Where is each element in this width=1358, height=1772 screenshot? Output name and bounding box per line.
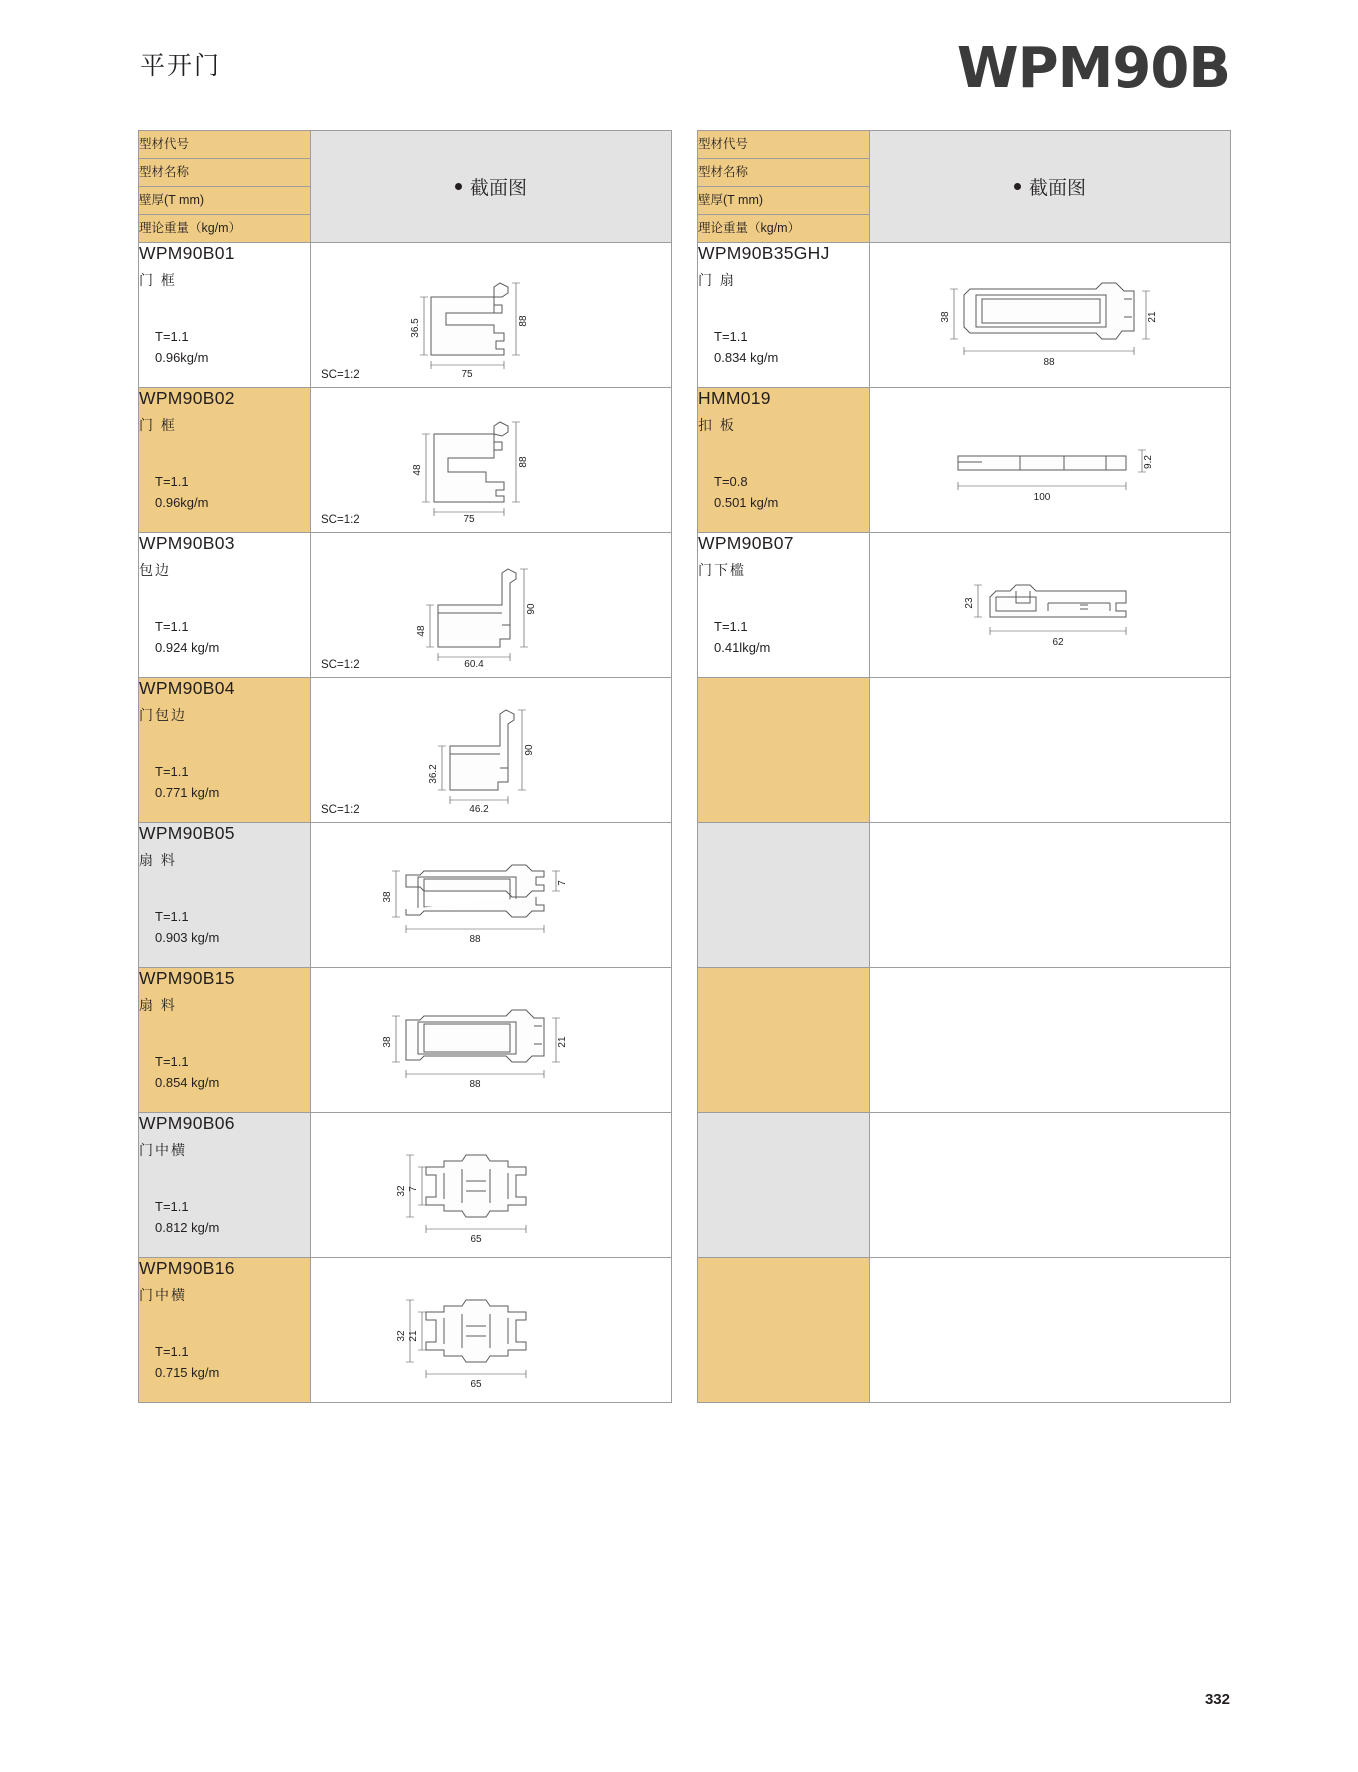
profile-code: WPM90B03 bbox=[139, 533, 235, 553]
cross-section-figure bbox=[311, 388, 671, 532]
profile-name: 门中横 bbox=[139, 1286, 187, 1303]
cross-section-figure bbox=[311, 243, 671, 387]
bullet-icon bbox=[455, 183, 462, 190]
profile-weight: 0.854 kg/m bbox=[155, 1075, 220, 1090]
profile-code: WPM90B02 bbox=[139, 388, 235, 408]
dim-right: 90 bbox=[524, 743, 535, 756]
dim-right: 90 bbox=[526, 602, 537, 615]
profile-thickness: T=1.1 bbox=[155, 474, 189, 489]
cross-section-figure bbox=[311, 823, 671, 967]
profile-figure-cell bbox=[870, 533, 1231, 678]
series-code: WPM90B bbox=[956, 36, 1230, 101]
dim-bottom: 100 bbox=[1033, 492, 1051, 503]
figure-scale: SC=1:2 bbox=[321, 514, 360, 526]
dim-bottom: 75 bbox=[463, 513, 475, 523]
profile-thickness: T=1.1 bbox=[155, 764, 189, 779]
figure-label-text: 截面图 bbox=[469, 178, 527, 199]
header-label-thickness: 壁厚(T mm) bbox=[139, 187, 311, 215]
table-row bbox=[139, 243, 672, 388]
profile-info-cell bbox=[139, 823, 311, 968]
figure-label-text: 截面图 bbox=[1028, 178, 1086, 199]
dim-left: 32 bbox=[396, 1185, 407, 1197]
profile-info-cell-empty bbox=[698, 1258, 870, 1403]
profile-code: WPM90B16 bbox=[139, 1258, 235, 1278]
profile-figure-cell-empty bbox=[870, 823, 1231, 968]
dim-left: 38 bbox=[382, 891, 393, 903]
profile-figure-cell-empty bbox=[870, 678, 1231, 823]
profile-name: 扇 料 bbox=[139, 851, 177, 868]
page-number: 332 bbox=[1204, 1691, 1230, 1708]
dim-bottom: 75 bbox=[461, 368, 473, 378]
header-label-name: 型材名称 bbox=[139, 159, 311, 187]
profile-code: WPM90B07 bbox=[698, 533, 794, 553]
profile-thickness: T=1.1 bbox=[155, 1054, 189, 1069]
table-row bbox=[139, 968, 672, 1113]
profile-name: 门包边 bbox=[139, 706, 187, 723]
profile-name: 扣 板 bbox=[698, 416, 736, 433]
profile-info-cell bbox=[139, 968, 311, 1113]
dim-bottom: 65 bbox=[470, 1234, 482, 1245]
profile-info-cell bbox=[139, 1258, 311, 1403]
profile-figure-cell bbox=[311, 1113, 672, 1258]
header-figure-label bbox=[870, 131, 1231, 243]
dim-bottom: 88 bbox=[469, 1079, 481, 1090]
page-header bbox=[0, 0, 1358, 120]
table-row bbox=[698, 243, 1231, 388]
cross-section-figure bbox=[870, 533, 1230, 677]
profile-info-cell bbox=[698, 388, 870, 533]
header-label-thickness: 壁厚(T mm) bbox=[698, 187, 870, 215]
profile-thickness: T=1.1 bbox=[155, 909, 189, 924]
table-header-row bbox=[139, 131, 672, 159]
profile-code: WPM90B04 bbox=[139, 678, 235, 698]
dim-bottom: 62 bbox=[1052, 637, 1064, 648]
table-row bbox=[698, 388, 1231, 533]
table-row bbox=[139, 533, 672, 678]
profile-figure-cell bbox=[311, 678, 672, 823]
figure-scale: SC=1:2 bbox=[321, 659, 360, 671]
table-row bbox=[698, 533, 1231, 678]
profile-tables bbox=[138, 130, 1230, 1403]
page-title: 平开门 bbox=[140, 52, 222, 80]
dim-right: 7 bbox=[557, 880, 568, 886]
profile-figure-cell bbox=[311, 968, 672, 1113]
profile-info-cell bbox=[139, 1113, 311, 1258]
bullet-icon bbox=[1014, 183, 1021, 190]
profile-code: HMM019 bbox=[698, 388, 771, 408]
dim-left: 38 bbox=[940, 311, 951, 323]
profile-weight: 0.715 kg/m bbox=[155, 1365, 220, 1380]
profile-name: 门下槛 bbox=[698, 561, 746, 578]
figure-scale: SC=1:2 bbox=[321, 369, 360, 381]
table-row bbox=[139, 678, 672, 823]
profile-info-cell-empty bbox=[698, 968, 870, 1113]
dim-inner: 21 bbox=[408, 1330, 419, 1342]
profile-code: WPM90B05 bbox=[139, 823, 235, 843]
profile-thickness: T=1.1 bbox=[155, 1344, 189, 1359]
table-row bbox=[139, 1113, 672, 1258]
header-figure-label bbox=[311, 131, 672, 243]
profile-info-cell bbox=[139, 243, 311, 388]
right-table-column bbox=[697, 130, 1230, 1403]
profile-weight: 0.501 kg/m bbox=[714, 495, 779, 510]
profile-table-left bbox=[138, 130, 672, 1403]
profile-figure-cell-empty bbox=[870, 1113, 1231, 1258]
profile-figure-cell bbox=[311, 533, 672, 678]
dim-right: 88 bbox=[518, 314, 529, 327]
table-row bbox=[698, 823, 1231, 968]
profile-figure-cell bbox=[870, 243, 1231, 388]
dim-bottom: 60.4 bbox=[464, 658, 484, 668]
table-row bbox=[139, 388, 672, 533]
dim-left: 32 bbox=[396, 1330, 407, 1342]
dim-bottom: 65 bbox=[470, 1379, 482, 1390]
table-row bbox=[139, 823, 672, 968]
dim-bottom: 88 bbox=[469, 934, 481, 945]
table-row bbox=[698, 1258, 1231, 1403]
table-row bbox=[698, 1113, 1231, 1258]
dim-right: 21 bbox=[557, 1036, 568, 1048]
dim-left: 36.5 bbox=[410, 317, 421, 338]
cross-section-figure bbox=[311, 968, 671, 1112]
profile-code: WPM90B35GHJ bbox=[698, 243, 830, 263]
profile-info-cell-empty bbox=[698, 1113, 870, 1258]
cross-section-figure bbox=[311, 533, 671, 677]
cross-section-figure bbox=[870, 243, 1230, 387]
profile-thickness: T=0.8 bbox=[714, 474, 748, 489]
profile-info-cell bbox=[139, 533, 311, 678]
profile-info-cell bbox=[139, 388, 311, 533]
profile-info-cell-empty bbox=[698, 823, 870, 968]
profile-table-right bbox=[697, 130, 1231, 1403]
profile-info-cell-empty bbox=[698, 678, 870, 823]
profile-code: WPM90B15 bbox=[139, 968, 235, 988]
profile-thickness: T=1.1 bbox=[714, 619, 748, 634]
profile-weight: 0.924 kg/m bbox=[155, 640, 220, 655]
figure-scale: SC=1:2 bbox=[321, 804, 360, 816]
dim-left: 23 bbox=[964, 597, 975, 609]
profile-name: 门 框 bbox=[139, 416, 177, 433]
profile-thickness: T=1.1 bbox=[155, 329, 189, 344]
header-label-name: 型材名称 bbox=[698, 159, 870, 187]
profile-weight: 0.812 kg/m bbox=[155, 1220, 220, 1235]
dim-right: 9.2 bbox=[1143, 455, 1154, 469]
profile-name: 扇 料 bbox=[139, 996, 177, 1013]
dim-right: 88 bbox=[518, 455, 529, 468]
dim-bottom: 88 bbox=[1043, 357, 1055, 368]
profile-weight: 0.96kg/m bbox=[155, 350, 209, 365]
dim-bottom: 46.2 bbox=[469, 803, 489, 813]
profile-info-cell bbox=[698, 533, 870, 678]
profile-figure-cell bbox=[311, 388, 672, 533]
dim-left: 38 bbox=[382, 1036, 393, 1048]
table-header-row bbox=[698, 131, 1231, 159]
cross-section-figure bbox=[870, 388, 1230, 532]
header-label-weight: 理论重量（kg/m） bbox=[698, 215, 870, 243]
profile-figure-cell bbox=[311, 823, 672, 968]
profile-thickness: T=1.1 bbox=[714, 329, 748, 344]
dim-left: 48 bbox=[412, 463, 423, 476]
profile-figure-cell bbox=[870, 388, 1231, 533]
header-label-weight: 理论重量（kg/m） bbox=[139, 215, 311, 243]
profile-weight: 0.771 kg/m bbox=[155, 785, 220, 800]
profile-info-cell bbox=[139, 678, 311, 823]
cross-section-figure bbox=[311, 678, 671, 822]
profile-name: 门中横 bbox=[139, 1141, 187, 1158]
dim-inner: 7 bbox=[408, 1186, 419, 1192]
profile-thickness: T=1.1 bbox=[155, 619, 189, 634]
profile-weight: 0.903 kg/m bbox=[155, 930, 220, 945]
profile-code: WPM90B01 bbox=[139, 243, 235, 263]
dim-right: 21 bbox=[1147, 311, 1158, 323]
cross-section-figure bbox=[311, 1258, 671, 1402]
dim-left: 48 bbox=[416, 624, 427, 637]
profile-code: WPM90B06 bbox=[139, 1113, 235, 1133]
profile-name: 包边 bbox=[139, 561, 171, 578]
table-row bbox=[698, 968, 1231, 1113]
profile-name: 门 框 bbox=[139, 271, 177, 288]
header-label-code: 型材代号 bbox=[698, 131, 870, 159]
table-row bbox=[698, 678, 1231, 823]
profile-name: 门 扇 bbox=[698, 271, 736, 288]
profile-figure-cell-empty bbox=[870, 968, 1231, 1113]
profile-weight: 0.41lkg/m bbox=[714, 640, 771, 655]
profile-weight: 0.96kg/m bbox=[155, 495, 209, 510]
profile-figure-cell-empty bbox=[870, 1258, 1231, 1403]
header-label-code: 型材代号 bbox=[139, 131, 311, 159]
profile-weight: 0.834 kg/m bbox=[714, 350, 779, 365]
profile-figure-cell bbox=[311, 1258, 672, 1403]
profile-info-cell bbox=[698, 243, 870, 388]
profile-figure-cell bbox=[311, 243, 672, 388]
dim-left: 36.2 bbox=[428, 763, 439, 784]
profile-thickness: T=1.1 bbox=[155, 1199, 189, 1214]
table-row bbox=[139, 1258, 672, 1403]
left-table-column bbox=[138, 130, 671, 1403]
cross-section-figure bbox=[311, 1113, 671, 1257]
